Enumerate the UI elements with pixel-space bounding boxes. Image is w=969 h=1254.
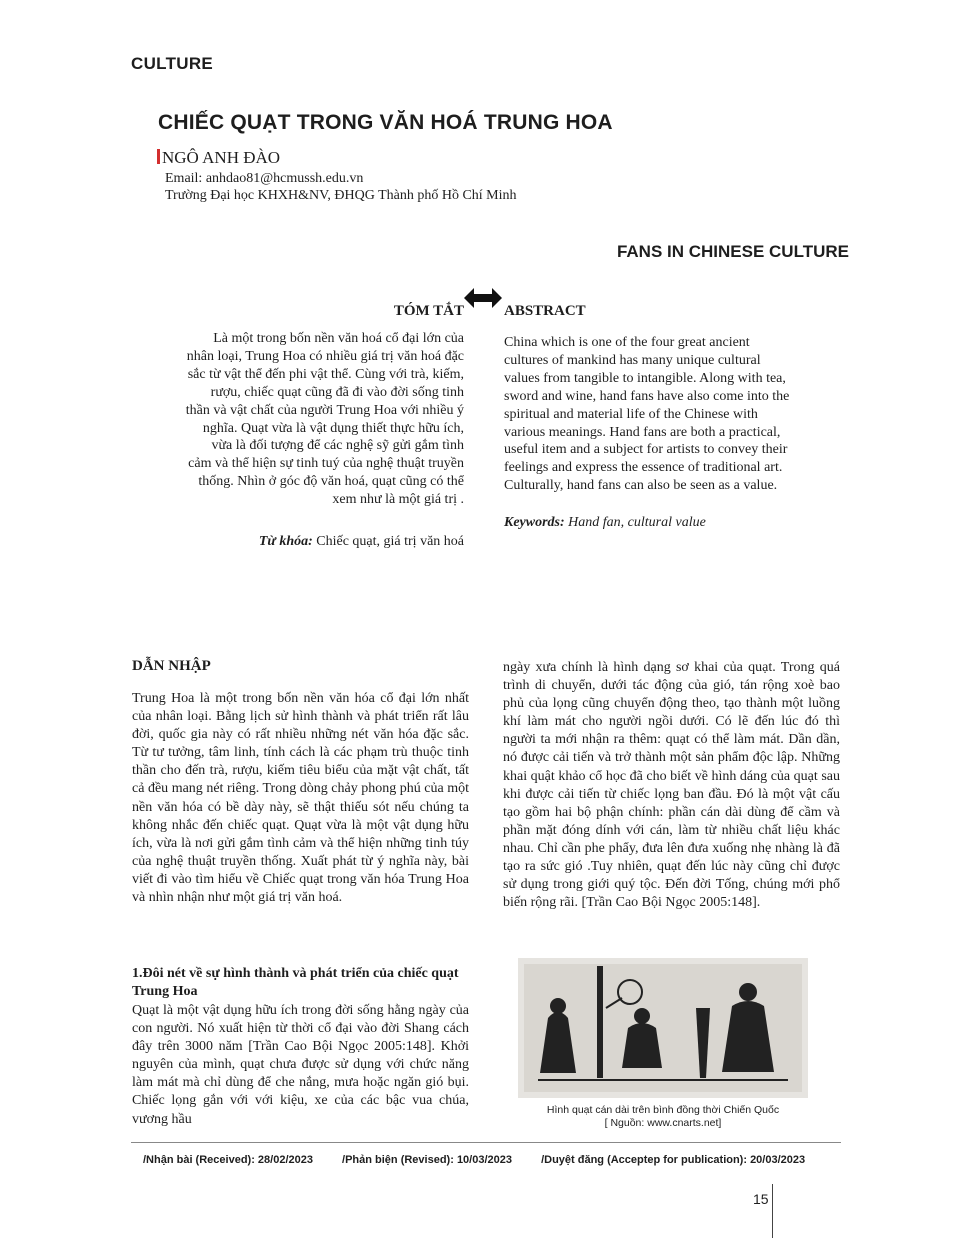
revised-date: /Phản biện (Revised): 10/03/2023 [342,1154,512,1166]
vn-keywords-label: Từ khóa: [258,534,313,549]
vn-keywords-value: Chiếc quạt, giá trị văn hoá [316,534,464,549]
intro-heading: DẪN NHẬP [132,658,211,674]
en-abstract-text [504,334,834,495]
en-abstract-line: spiritual and material life of the Chinese with [504,406,758,422]
accepted-date: /Duyệt đăng (Acceptep for publication): 20/03/2023 [541,1154,806,1166]
en-abstract-line: China which is one of the four great ancient [504,335,750,350]
intro-paragraph: Trung Hoa là một trong bốn nền văn hóa cổ đại lớn nhất của nhân loại. Bằng lịch sử hình thành và phát triển rất lâu đời, quốc gia này có rất nhiều những nét văn hóa đặc sắc. Từ tư tưởng, tâm linh, tính cách là các phạm trù thuộc tinh thần cho đến trà, rượu, kiếm tiêu biểu của mặt vật chất, tất cả đều mang nét riêng. Trong dòng chảy phong phú của một nền văn hóa có bề dày này, sẽ thật thiếu sót nếu chúng ta không nhắc đến chiếc quạt. Quạt vừa là một vật dụng hữu ích, vừa là nơi gửi gắm tình cảm và thể hiện những tinh túy của nghệ thuật truyền thống. Xuất phát từ ý nghĩa này, bài viết đi vào tìm hiểu về Chiếc quạt trong văn hóa Trung Hoa và nhìn nhận như một giá trị văn hoá. [132,691,469,906]
vn-abstract-line: thống. Nhìn ở góc độ văn hoá, quạt cũng có thể [198,474,464,490]
bronze-vessel-figure-image [518,958,808,1098]
vn-abstract-line: Là một trong bốn nền văn hoá cổ đại lớn của [213,331,464,346]
vn-abstract-line: nhân loại, Trung Hoa có nhiều giá trị văn hoá đặc [186,348,464,364]
article-title: CHIẾC QUẠT TRONG VĂN HOÁ TRUNG HOA [158,111,613,134]
author-accent-bar [157,149,160,164]
en-abstract-line: values from tangible to intangible. Along with tea, [504,370,786,386]
en-keywords-value: Hand fan, cultural value [568,515,706,530]
vn-abstract-text [138,330,464,509]
figure-caption [503,1104,823,1130]
author-name: NGÔ ANH ĐÀO [162,148,281,167]
en-abstract-line: various meanings. Hand fans are both a practical, [504,424,781,440]
author-affiliation: Trường Đại học KHXH&NV, ĐHQG Thành phố Hồ Chí Minh [165,188,517,203]
en-abstract-line: cultures of mankind has many unique cultural [504,352,761,368]
vn-keywords [138,534,464,550]
en-keywords-label: Keywords: [504,515,565,530]
en-abstract-line: useful item and a subject for artists to convey their [504,442,788,458]
figure-source: [ Nguồn: www.cnarts.net] [604,1117,722,1129]
vn-abstract-line: rượu, chiếc quạt cũng đã đi vào đời sống tinh [210,384,464,400]
page-number: 15 [753,1191,769,1207]
figure-caption-text: Hình quạt cán dài trên bình đồng thời Chiến Quốc [546,1104,780,1116]
vn-abstract-line: thần và vật chất của người Trung Hoa với nhiều ý [185,402,464,418]
submission-dates [143,1154,843,1166]
section-1-paragraph: Quạt là một vật dụng hữu ích trong đời sống hằng ngày của con người. Nó xuất hiện từ thời cổ đại vào đời Shang cách đây trên 3000 năm [Trần Cao Bội Ngọc 2005:148]. Khởi nguyên của mình, quạt chưa được sử dụng với chức năng làm mát mà chỉ dùng để che nắng, mưa hoặc ngăn gió bụi. Chiếc lọng gắn với với kiệu, xe của các bậc vua chúa, vương hầu [132,1003,469,1127]
vn-abstract-line: sắc từ vật thể đến phi vật thể. Cùng với trà, kiếm, [187,366,464,382]
vn-abstract-line: vừa là đối tượng để các nghệ sỹ gửi gắm tình [211,438,464,454]
author-email: Email: anhdao81@hcmussh.edu.vn [165,171,364,186]
en-abstract-heading: ABSTRACT [504,303,586,319]
section-label: CULTURE [131,54,214,73]
author-line [157,148,280,168]
right-column-paragraph: ngày xưa chính là hình dạng sơ khai của quạt. Trong quá trình di chuyển, dưới tác động của gió, tán rộng xoè bao phủ của lọng cũng chuyển động theo, tạo thành một luồng khí làm mát cho người ngồi dưới. Có lẽ đến lúc đó thì người ta mới nhận ra thêm: quạt có thể làm mát. Dần dần, nó được cải tiến và trở thành một sản phẩm độc lập. Những khai quật khảo cổ học đã cho biết về hình dáng của quạt sau khi được cải tiến từ chiếc lọng ban đầu. Đó là một vật cấu tạo gồm hai bộ phận chính: phần cán dài dùng để cầm và phần mặt đóng dính với cán, làm từ nhiều chất liệu khác nhau. Chỉ cần phe phẩy, đưa lên đưa xuống nhẹ nhàng là đã tạo ra sức gió .Tuy nhiên, quạt đến lúc này cũng chỉ được sử dụng trong giới quý tộc. Đến đời Tống, chúng mới phổ biến rộng rãi. [Trần Cao Bội Ngọc 2005:148]. [503,660,840,911]
page-number-bar [772,1184,773,1238]
footer-divider [131,1142,841,1143]
received-date: /Nhận bài (Received): 28/02/2023 [143,1154,313,1166]
en-abstract-line: feelings and express the essence of traditional art. [504,460,783,476]
vn-abstract-line: cảm và thể hiện sự tinh tuý của nghệ thuật truyền [188,456,464,472]
en-abstract-line: Culturally, hand fans can also be seen as a value. [504,478,778,494]
en-abstract-line: sword and wine, hand fans have also come into the [504,388,790,404]
vn-abstract-line: xem như là một giá trị . [332,492,464,508]
double-arrow-icon [464,287,502,309]
vn-abstract-heading: TÓM TẮT [393,303,464,319]
vn-abstract-line: nghĩa. Quạt vừa là vật dụng thiết thực hữu ích, [202,420,464,436]
en-keywords [504,515,834,531]
section-1-heading: 1.Đôi nét về sự hình thành và phát triển của chiếc quạt Trung Hoa [132,966,459,999]
english-title: FANS IN CHINESE CULTURE [616,242,849,261]
